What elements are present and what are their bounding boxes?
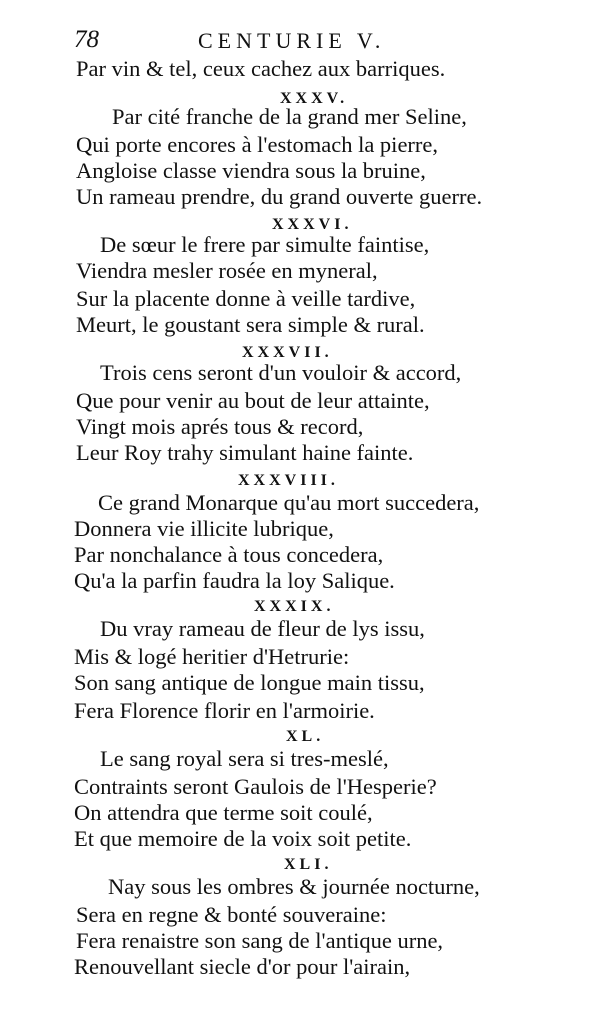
verse-line: Donnera vie illicite lubrique, — [74, 516, 334, 541]
quatrain-numeral: XXXV. — [280, 90, 349, 107]
verse-line: Renouvellant siecle d'or pour l'airain, — [74, 954, 411, 979]
verse-line: Du vray rameau de fleur de lys issu, — [100, 616, 425, 641]
quatrain-numeral: XXXIX. — [254, 598, 335, 615]
verse-line: Contraints seront Gaulois de l'Hesperie? — [74, 774, 437, 799]
verse-line: Par nonchalance à tous concedera, — [74, 542, 384, 567]
verse-line: On attendra que terme soit coulé, — [74, 800, 373, 825]
verse-line: De sœur le frere par simulte faintise, — [100, 232, 430, 257]
verse-line: Viendra mesler rosée en myneral, — [76, 258, 378, 283]
verse-line: Qu'a la parfin faudra la loy Salique. — [74, 568, 395, 593]
verse-line: Fera renaistre son sang de l'antique urne, — [76, 928, 444, 953]
running-head: CENTURIE V. — [198, 28, 386, 53]
carry-over-line: Par vin & tel, ceux cachez aux barriques. — [76, 56, 446, 81]
verse-line: Que pour venir au bout de leur attainte, — [76, 388, 430, 413]
quatrain-numeral: XXXVI. — [272, 216, 353, 233]
quatrain-numeral: XXXVII. — [242, 344, 333, 361]
verse-line: Ce grand Monarque qu'au mort succedera, — [98, 490, 480, 515]
verse-line: Sur la placente donne à veille tardive, — [76, 286, 416, 311]
verse-line: Mis & logé heritier d'Hetrurie: — [74, 644, 350, 669]
verse-line: Et que memoire de la voix soit petite. — [74, 826, 412, 851]
verse-line: Le sang royal sera si tres-meslé, — [100, 746, 389, 771]
verse-line: Vingt mois aprés tous & record, — [76, 414, 364, 439]
page-header — [0, 22, 603, 56]
quatrain-numeral: XLI. — [284, 856, 333, 873]
verse-line: Meurt, le goustant sera simple & rural. — [76, 312, 425, 337]
verse-line: Un rameau prendre, du grand ouverte guerre. — [76, 184, 483, 209]
verse-line: Nay sous les ombres & journée nocturne, — [108, 874, 480, 899]
verse-line: Fera Florence florir en l'armoirie. — [74, 698, 375, 723]
quatrain-numeral: XXXVIII. — [238, 472, 339, 489]
verse-line: Leur Roy trahy simulant haine fainte. — [76, 440, 414, 465]
page-number: 78 — [74, 26, 99, 53]
verse-line: Trois cens seront d'un vouloir & accord, — [100, 360, 462, 385]
verse-line: Par cité franche de la grand mer Seline, — [112, 104, 467, 129]
verse-line: Angloise classe viendra sous la bruine, — [76, 158, 426, 183]
verse-line: Son sang antique de longue main tissu, — [74, 670, 425, 695]
quatrain-numeral: XL. — [286, 728, 325, 745]
verse-line: Qui porte encores à l'estomach la pierre, — [76, 132, 439, 157]
verse-line: Sera en regne & bonté souveraine: — [76, 902, 387, 927]
